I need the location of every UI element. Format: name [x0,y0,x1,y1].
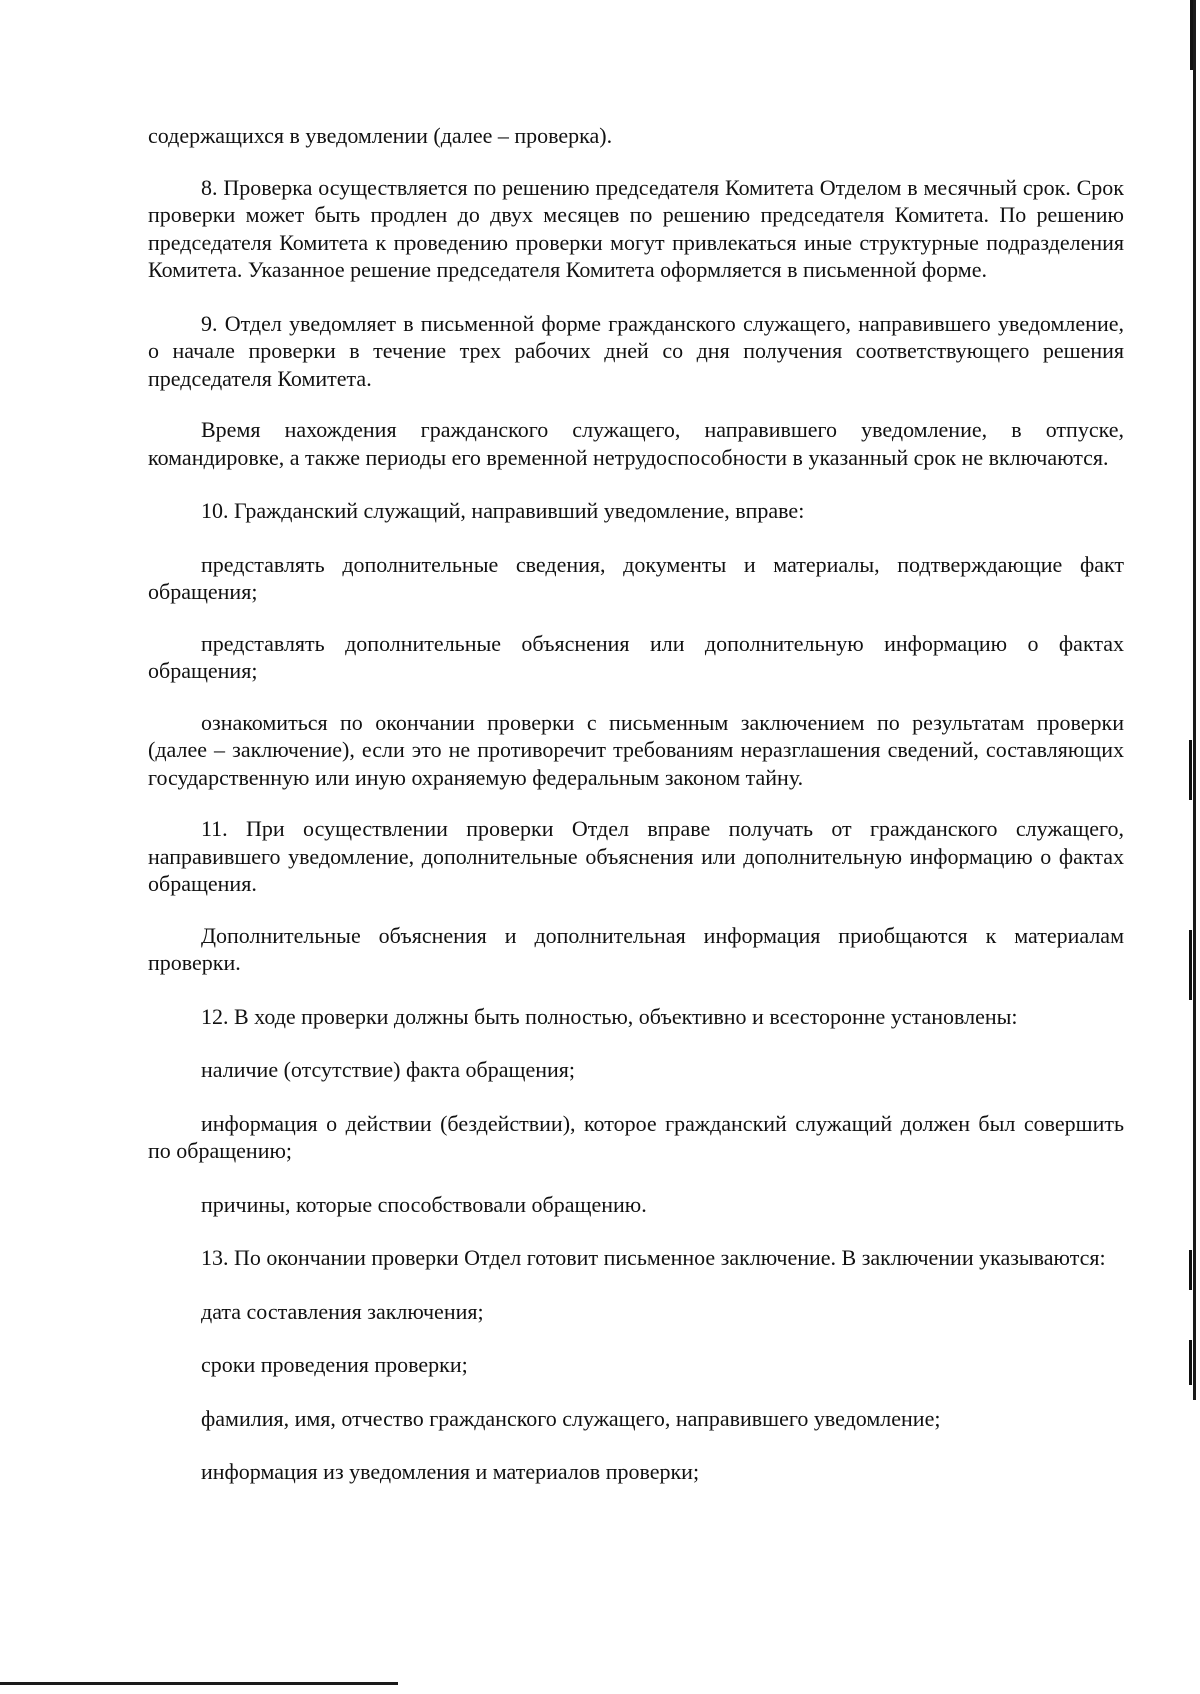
scan-edge-mark [1189,1340,1192,1385]
paragraph-item-9-note: Время нахождения гражданского служащего, направившего уведомление, в отпуске, командировке, а также периоды его временной нетрудоспособности в указанный срок не включаются. [148,417,1124,470]
document-body [148,122,1124,1486]
paragraph-continuation: содержащихся в уведомлении (далее – проверка). [148,123,613,148]
scan-edge-mark [1189,1250,1192,1290]
paragraph-item-11-note: Дополнительные объяснения и дополнительная информация приобщаются к материалам проверки. [148,922,1124,975]
paragraph-item-13: 13. По окончании проверки Отдел готовит письменное заключение. В заключении указываются: [201,1245,1106,1270]
scan-edge-mark [1189,740,1192,800]
paragraph-item-10-right-2: представлять дополнительные объяснения или дополнительную информацию о фактах обращения; [148,630,1124,683]
paragraph-item-13-point-2: сроки проведения проверки; [201,1352,468,1377]
scan-edge-mark [1190,0,1193,70]
paragraph-item-11: 11. При осуществлении проверки Отдел вправе получать от гражданского служащего, направившего уведомление, дополнительные объяснения или дополнительную информацию о фактах обращения. [148,816,1124,896]
paragraph-item-12-point-3: причины, которые способствовали обращению. [201,1191,647,1217]
paragraph-item-12-point-2: информация о действии (бездействии), которое гражданский служащий должен был совершить по обращению; [148,1110,1124,1163]
scan-edge-mark [1189,930,1192,1000]
paragraph-item-10-right-1: представлять дополнительные сведения, документы и материалы, подтверждающие факт обращения; [148,551,1124,604]
footnote-rule [0,1682,398,1685]
paragraph-item-13-point-3: фамилия, имя, отчество гражданского служащего, направившего уведомление; [201,1405,941,1431]
paragraph-item-12: 12. В ходе проверки должны быть полностью, объективно и всесторонне установлены: [201,1003,1018,1029]
paragraph-item-8: 8. Проверка осуществляется по решению председателя Комитета Отделом в месячный срок. Срок проверки может быть продлен до двух месяцев по решению председателя Комитета. По решению председателя Комитета к проведению проверки могут привлекаться иные структурные подразделения Комитета. Указанное решение председателя Комитета оформляется в письменной форме. [148,174,1124,282]
paragraph-item-9: 9. Отдел уведомляет в письменной форме гражданского служащего, направившего уведомление, о начале проверки в течение трех рабочих дней со дня получения соответствующего решения председателя Комитета. [148,310,1124,391]
paragraph-item-13-point-4: информация из уведомления и материалов проверки; [201,1459,700,1484]
paragraph-item-10-right-3: ознакомиться по окончании проверки с письменным заключением по результатам проверки (далее – заключение), если это не противоречит требованиям неразглашения сведений, составляющих государственную или иную охраняемую федеральным законом тайну. [148,709,1124,790]
paragraph-item-12-point-1: наличие (отсутствие) факта обращения; [201,1057,575,1082]
scan-edge-line [1193,0,1196,1400]
paragraph-item-13-point-1: дата составления заключения; [201,1298,484,1324]
paragraph-item-10: 10. Гражданский служащий, направивший уведомление, вправе: [201,498,805,523]
